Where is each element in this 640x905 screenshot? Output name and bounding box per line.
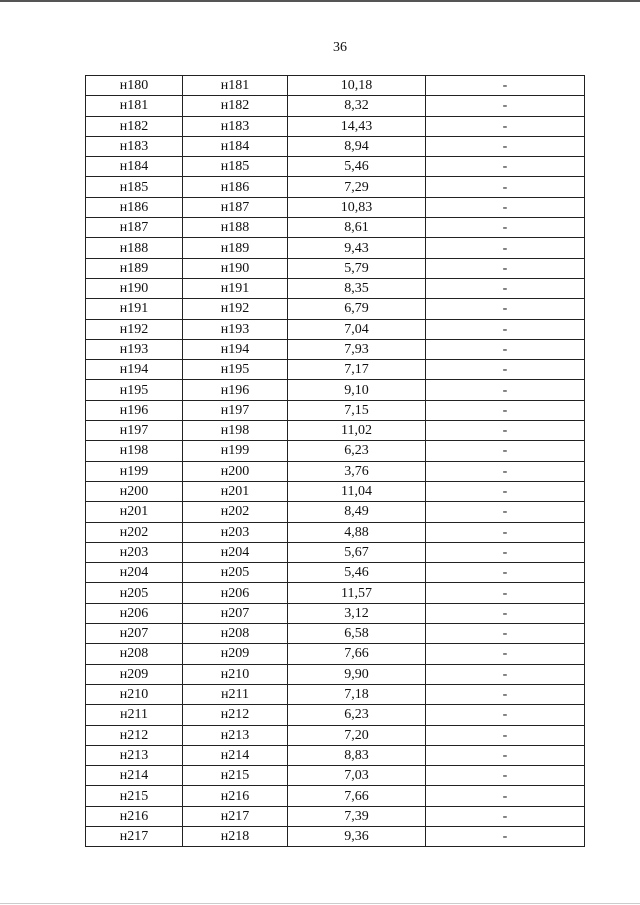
note-cell: -	[426, 278, 585, 298]
to-point-cell: н214	[183, 745, 288, 765]
note-cell: -	[426, 542, 585, 562]
note-cell: -	[426, 522, 585, 542]
from-point-cell: н192	[86, 319, 183, 339]
note-cell: -	[426, 319, 585, 339]
table-row	[86, 461, 585, 481]
note-cell: -	[426, 502, 585, 522]
note-cell: -	[426, 826, 585, 846]
from-point-cell: н217	[86, 826, 183, 846]
table-row	[86, 360, 585, 380]
to-point-cell: н181	[183, 76, 288, 96]
page-number: 36	[333, 40, 347, 55]
from-point-cell: н183	[86, 136, 183, 156]
note-cell: -	[426, 745, 585, 765]
from-point-cell: н195	[86, 380, 183, 400]
from-point-cell: н199	[86, 461, 183, 481]
from-point-cell: н203	[86, 542, 183, 562]
distance-cell: 14,43	[288, 116, 426, 136]
table-row	[86, 96, 585, 116]
table-row	[86, 177, 585, 197]
table-row	[86, 76, 585, 96]
note-cell: -	[426, 806, 585, 826]
distance-cell: 7,18	[288, 684, 426, 704]
table-row	[86, 705, 585, 725]
table-row	[86, 238, 585, 258]
table-row	[86, 157, 585, 177]
to-point-cell: н205	[183, 563, 288, 583]
distance-cell: 7,29	[288, 177, 426, 197]
from-point-cell: н181	[86, 96, 183, 116]
from-point-cell: н202	[86, 522, 183, 542]
from-point-cell: н189	[86, 258, 183, 278]
distance-cell: 7,20	[288, 725, 426, 745]
from-point-cell: н193	[86, 339, 183, 359]
to-point-cell: н195	[183, 360, 288, 380]
distance-cell: 10,18	[288, 76, 426, 96]
table-row	[86, 563, 585, 583]
distance-cell: 7,03	[288, 766, 426, 786]
note-cell: -	[426, 299, 585, 319]
distance-cell: 9,90	[288, 664, 426, 684]
distance-cell: 3,76	[288, 461, 426, 481]
to-point-cell: н208	[183, 624, 288, 644]
table-row	[86, 786, 585, 806]
to-point-cell: н204	[183, 542, 288, 562]
table-row	[86, 725, 585, 745]
to-point-cell: н218	[183, 826, 288, 846]
distance-cell: 6,23	[288, 705, 426, 725]
distance-cell: 7,93	[288, 339, 426, 359]
distance-cell: 9,43	[288, 238, 426, 258]
table-row	[86, 664, 585, 684]
to-point-cell: н193	[183, 319, 288, 339]
to-point-cell: н188	[183, 218, 288, 238]
table-row	[86, 197, 585, 217]
note-cell: -	[426, 441, 585, 461]
table-body	[86, 76, 585, 847]
table-row	[86, 806, 585, 826]
note-cell: -	[426, 644, 585, 664]
from-point-cell: н210	[86, 684, 183, 704]
from-point-cell: н182	[86, 116, 183, 136]
to-point-cell: н211	[183, 684, 288, 704]
to-point-cell: н215	[183, 766, 288, 786]
distance-cell: 7,66	[288, 644, 426, 664]
note-cell: -	[426, 76, 585, 96]
distance-cell: 11,02	[288, 421, 426, 441]
coordinates-table	[85, 75, 585, 847]
table-row	[86, 258, 585, 278]
to-point-cell: н202	[183, 502, 288, 522]
note-cell: -	[426, 786, 585, 806]
note-cell: -	[426, 197, 585, 217]
distance-cell: 8,94	[288, 136, 426, 156]
from-point-cell: н196	[86, 400, 183, 420]
table-row	[86, 116, 585, 136]
from-point-cell: н215	[86, 786, 183, 806]
from-point-cell: н209	[86, 664, 183, 684]
from-point-cell: н184	[86, 157, 183, 177]
note-cell: -	[426, 218, 585, 238]
table-row	[86, 745, 585, 765]
table-row	[86, 603, 585, 623]
from-point-cell: н186	[86, 197, 183, 217]
from-point-cell: н198	[86, 441, 183, 461]
note-cell: -	[426, 157, 585, 177]
to-point-cell: н200	[183, 461, 288, 481]
table-row	[86, 299, 585, 319]
from-point-cell: н200	[86, 481, 183, 501]
to-point-cell: н194	[183, 339, 288, 359]
distance-cell: 5,79	[288, 258, 426, 278]
note-cell: -	[426, 461, 585, 481]
from-point-cell: н213	[86, 745, 183, 765]
from-point-cell: н188	[86, 238, 183, 258]
distance-cell: 10,83	[288, 197, 426, 217]
distance-cell: 6,58	[288, 624, 426, 644]
distance-cell: 8,83	[288, 745, 426, 765]
table-row	[86, 522, 585, 542]
distance-cell: 8,61	[288, 218, 426, 238]
to-point-cell: н185	[183, 157, 288, 177]
distance-cell: 7,04	[288, 319, 426, 339]
table-row	[86, 826, 585, 846]
from-point-cell: н194	[86, 360, 183, 380]
distance-cell: 5,46	[288, 157, 426, 177]
distance-cell: 7,15	[288, 400, 426, 420]
table-row	[86, 684, 585, 704]
table-row	[86, 319, 585, 339]
distance-cell: 9,36	[288, 826, 426, 846]
distance-cell: 7,17	[288, 360, 426, 380]
note-cell: -	[426, 339, 585, 359]
from-point-cell: н214	[86, 766, 183, 786]
note-cell: -	[426, 664, 585, 684]
page-top-edge	[0, 0, 640, 2]
note-cell: -	[426, 238, 585, 258]
to-point-cell: н186	[183, 177, 288, 197]
distance-cell: 6,23	[288, 441, 426, 461]
distance-cell: 7,39	[288, 806, 426, 826]
from-point-cell: н204	[86, 563, 183, 583]
note-cell: -	[426, 725, 585, 745]
distance-cell: 5,46	[288, 563, 426, 583]
page-bottom-edge	[0, 903, 640, 904]
table-row	[86, 380, 585, 400]
from-point-cell: н180	[86, 76, 183, 96]
distance-cell: 8,35	[288, 278, 426, 298]
from-point-cell: н197	[86, 421, 183, 441]
to-point-cell: н213	[183, 725, 288, 745]
note-cell: -	[426, 705, 585, 725]
table-row	[86, 400, 585, 420]
note-cell: -	[426, 400, 585, 420]
to-point-cell: н207	[183, 603, 288, 623]
distance-cell: 8,49	[288, 502, 426, 522]
to-point-cell: н206	[183, 583, 288, 603]
note-cell: -	[426, 360, 585, 380]
to-point-cell: н187	[183, 197, 288, 217]
to-point-cell: н182	[183, 96, 288, 116]
to-point-cell: н183	[183, 116, 288, 136]
table-row	[86, 644, 585, 664]
from-point-cell: н211	[86, 705, 183, 725]
distance-cell: 8,32	[288, 96, 426, 116]
to-point-cell: н190	[183, 258, 288, 278]
note-cell: -	[426, 258, 585, 278]
note-cell: -	[426, 684, 585, 704]
to-point-cell: н191	[183, 278, 288, 298]
note-cell: -	[426, 116, 585, 136]
to-point-cell: н197	[183, 400, 288, 420]
distance-cell: 11,04	[288, 481, 426, 501]
to-point-cell: н201	[183, 481, 288, 501]
distance-cell: 3,12	[288, 603, 426, 623]
distance-cell: 11,57	[288, 583, 426, 603]
from-point-cell: н207	[86, 624, 183, 644]
to-point-cell: н192	[183, 299, 288, 319]
to-point-cell: н203	[183, 522, 288, 542]
from-point-cell: н206	[86, 603, 183, 623]
distance-cell: 7,66	[288, 786, 426, 806]
note-cell: -	[426, 96, 585, 116]
table-row	[86, 441, 585, 461]
table-row	[86, 278, 585, 298]
from-point-cell: н216	[86, 806, 183, 826]
to-point-cell: н189	[183, 238, 288, 258]
from-point-cell: н187	[86, 218, 183, 238]
table-row	[86, 766, 585, 786]
distance-cell: 4,88	[288, 522, 426, 542]
to-point-cell: н199	[183, 441, 288, 461]
from-point-cell: н208	[86, 644, 183, 664]
to-point-cell: н198	[183, 421, 288, 441]
note-cell: -	[426, 177, 585, 197]
to-point-cell: н210	[183, 664, 288, 684]
to-point-cell: н209	[183, 644, 288, 664]
note-cell: -	[426, 583, 585, 603]
to-point-cell: н196	[183, 380, 288, 400]
to-point-cell: н212	[183, 705, 288, 725]
table-row	[86, 339, 585, 359]
from-point-cell: н205	[86, 583, 183, 603]
note-cell: -	[426, 481, 585, 501]
note-cell: -	[426, 421, 585, 441]
table-row	[86, 481, 585, 501]
from-point-cell: н201	[86, 502, 183, 522]
table-row	[86, 542, 585, 562]
from-point-cell: н185	[86, 177, 183, 197]
note-cell: -	[426, 603, 585, 623]
distance-cell: 9,10	[288, 380, 426, 400]
from-point-cell: н191	[86, 299, 183, 319]
note-cell: -	[426, 563, 585, 583]
table-row	[86, 136, 585, 156]
table-row	[86, 218, 585, 238]
note-cell: -	[426, 380, 585, 400]
to-point-cell: н184	[183, 136, 288, 156]
table-row	[86, 421, 585, 441]
table-row	[86, 583, 585, 603]
distance-cell: 5,67	[288, 542, 426, 562]
note-cell: -	[426, 624, 585, 644]
distance-cell: 6,79	[288, 299, 426, 319]
to-point-cell: н217	[183, 806, 288, 826]
note-cell: -	[426, 766, 585, 786]
to-point-cell: н216	[183, 786, 288, 806]
table-row	[86, 502, 585, 522]
table-row	[86, 624, 585, 644]
from-point-cell: н190	[86, 278, 183, 298]
from-point-cell: н212	[86, 725, 183, 745]
note-cell: -	[426, 136, 585, 156]
